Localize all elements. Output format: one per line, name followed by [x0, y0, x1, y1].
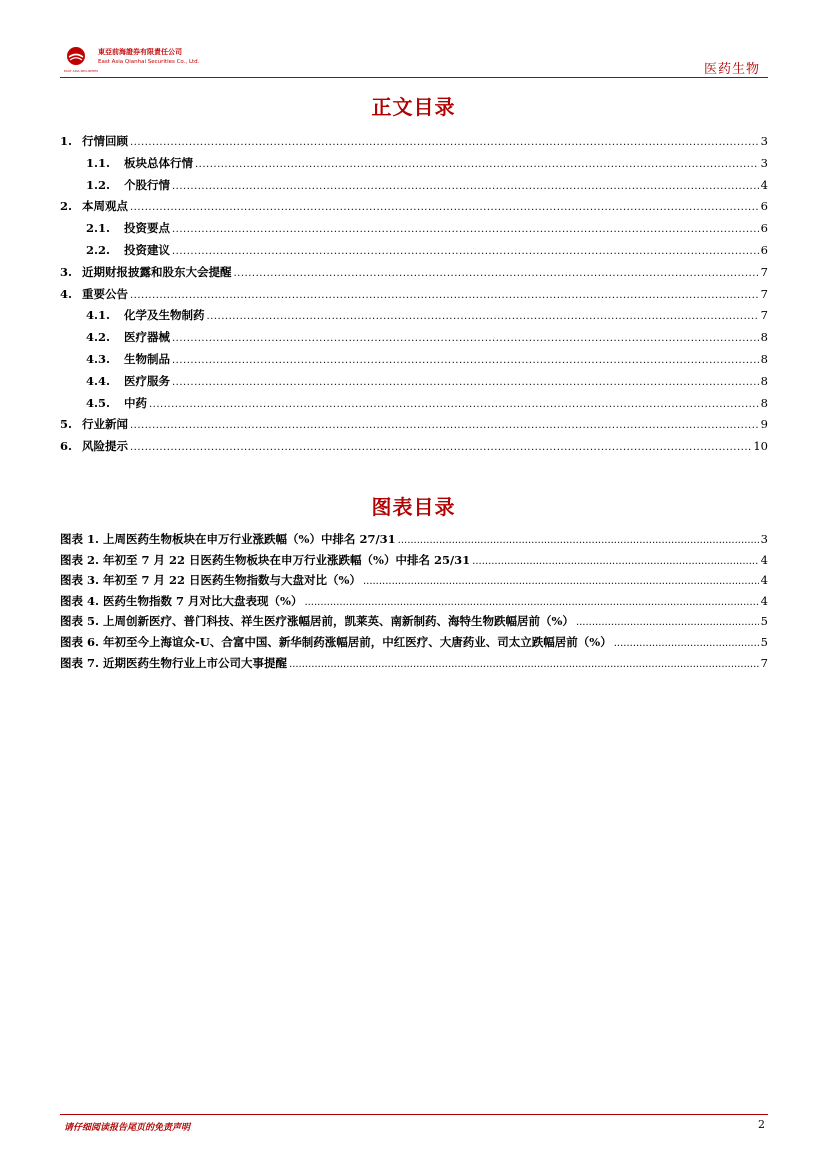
toc-entry-page: 6 — [760, 243, 768, 257]
dot-leader — [207, 311, 759, 322]
toc-entry[interactable] — [86, 395, 768, 415]
toc-entry[interactable] — [86, 155, 768, 175]
toc-entry-number: 5. — [60, 417, 73, 432]
toc-entry-number: 1.2. — [86, 177, 111, 192]
toc-entry-label: 行业新闻 — [82, 417, 128, 432]
dot-leader — [304, 597, 758, 608]
toc-entry-page: 3 — [760, 134, 768, 148]
logo-subtext: EAST ASIA SECURITIES — [64, 69, 99, 73]
figure-entry-label: 图表 5. 上周创新医疗、普门科技、祥生医疗涨幅居前，凯莱英、南新制药、海特生物跌幅居前（%） — [60, 614, 574, 629]
toc-entry-number: 2.1. — [86, 221, 111, 236]
toc-entry-number: 2.2. — [86, 243, 111, 257]
toc-entry-page: 6 — [760, 199, 768, 214]
toc-entry[interactable] — [60, 438, 768, 458]
toc-entry-page: 8 — [760, 373, 768, 388]
dot-leader — [172, 181, 759, 192]
dot-leader — [172, 377, 759, 388]
page-number: 2 — [758, 1118, 765, 1131]
toc-entry-label: 中药 — [124, 395, 147, 410]
disclaimer-text: 请仔细阅读报告尾页的免责声明 — [64, 1123, 191, 1133]
figure-entry-page: 3 — [760, 532, 768, 546]
figure-entry[interactable] — [60, 552, 768, 572]
toc-entry-number: 4.5. — [86, 395, 111, 410]
toc-entry-label: 化学及生物制药 — [124, 308, 205, 323]
toc-title: 正文目录 — [371, 95, 456, 119]
dot-leader — [172, 333, 759, 344]
dot-leader — [363, 576, 759, 587]
footer-divider — [60, 1114, 768, 1115]
figure-entry-page: 4 — [760, 573, 768, 588]
toc-entry-number: 2. — [60, 199, 73, 214]
dot-leader — [234, 268, 759, 279]
figure-entry[interactable] — [60, 572, 768, 592]
sector-label: 医药生物 — [703, 62, 760, 77]
figure-entry-page: 5 — [760, 635, 768, 649]
dot-leader — [472, 556, 759, 567]
figure-entry-label: 图表 2. 年初至 7 月 22 日医药生物板块在申万行业涨跌幅（%）中排名 25/31 — [60, 552, 471, 567]
figure-entry[interactable] — [60, 634, 768, 654]
toc-entry-page: 8 — [760, 352, 768, 366]
dot-leader — [289, 659, 759, 670]
toc-entry[interactable] — [60, 286, 768, 306]
toc-entry-page: 7 — [760, 308, 768, 323]
toc-entry-number: 4.2. — [86, 330, 111, 345]
toc-entry[interactable] — [86, 177, 768, 197]
toc-entry-label: 风险提示 — [82, 439, 128, 454]
toc-entry-number: 4.3. — [86, 352, 111, 366]
toc-entry[interactable] — [86, 242, 768, 262]
toc-entry-page: 8 — [760, 330, 768, 345]
dot-leader — [172, 224, 759, 235]
dot-leader — [398, 535, 759, 546]
figure-entry-page: 4 — [760, 593, 768, 608]
figure-entry-label: 图表 7. 近期医药生物行业上市公司大事提醒 — [60, 655, 288, 670]
toc-entry-page: 6 — [760, 221, 768, 236]
figure-entry-page: 4 — [760, 552, 768, 567]
toc-entry-page: 7 — [760, 286, 768, 301]
figure-entry-page: 5 — [760, 614, 768, 629]
toc-entry-number: 4.4. — [86, 373, 111, 388]
toc-entry-label: 近期财报披露和股东大会提醒 — [82, 264, 232, 279]
toc-entry-label: 本周观点 — [82, 199, 128, 214]
company-name-cn: 東亞前海證券有限責任公司 — [98, 48, 182, 56]
toc-entry-page: 10 — [753, 439, 768, 454]
toc-entry-page: 4 — [760, 177, 768, 192]
toc-entry[interactable] — [86, 351, 768, 371]
toc-entry-number: 1.1. — [86, 155, 111, 170]
dot-leader — [149, 399, 759, 410]
dot-leader — [195, 159, 759, 170]
toc-entry-number: 1. — [60, 134, 73, 148]
company-logo — [60, 46, 210, 74]
toc-entry[interactable] — [60, 416, 768, 436]
toc-entry[interactable] — [60, 133, 768, 153]
figure-entry-label: 图表 1. 上周医药生物板块在申万行业涨跌幅（%）中排名 27/31 — [60, 532, 396, 546]
toc-entry[interactable] — [86, 307, 768, 327]
toc-entry[interactable] — [86, 220, 768, 240]
dot-leader — [576, 617, 759, 628]
figure-entry[interactable] — [60, 531, 768, 551]
toc-entry-page: 3 — [760, 155, 768, 170]
toc-entry-page: 8 — [760, 395, 768, 410]
company-name-en: East Asia Qianhai Securities Co., Ltd. — [98, 59, 200, 65]
toc-entry-label: 板块总体行情 — [124, 155, 193, 170]
toc-entry-page: 7 — [760, 264, 768, 279]
figure-entry-label: 图表 6. 年初至今上海谊众-U、合富中国、新华制药涨幅居前，中红医疗、大唐药业、司太立跌幅居前（%） — [60, 635, 612, 649]
dot-leader — [130, 290, 759, 301]
dot-leader — [130, 137, 759, 148]
toc-entry-label: 投资建议 — [124, 243, 170, 257]
figure-entry[interactable] — [60, 613, 768, 633]
toc-entry-number: 3. — [60, 264, 73, 279]
dot-leader — [614, 638, 759, 649]
dot-leader — [172, 246, 759, 257]
dot-leader — [130, 420, 759, 431]
toc-entry-label: 重要公告 — [82, 286, 128, 301]
toc-entry-number: 6. — [60, 439, 73, 454]
toc-entry-page: 9 — [760, 417, 768, 432]
company-logo-icon — [66, 46, 86, 66]
dot-leader — [172, 355, 759, 366]
toc-entry-label: 投资要点 — [124, 221, 170, 236]
toc-entry-number: 4. — [60, 286, 73, 301]
figure-entry-label: 图表 3. 年初至 7 月 22 日医药生物指数与大盘对比（%） — [60, 573, 361, 588]
header-divider — [60, 77, 768, 78]
toc-entry[interactable] — [86, 373, 768, 393]
toc-entry-number: 4.1. — [86, 308, 111, 323]
toc-entry[interactable] — [60, 264, 768, 284]
toc-entry-label: 生物制品 — [124, 352, 170, 366]
toc-entry[interactable] — [86, 329, 768, 349]
toc-entry-label: 医疗服务 — [124, 373, 170, 388]
toc-entry-label: 个股行情 — [124, 177, 170, 192]
figure-entry[interactable] — [60, 655, 768, 675]
figure-entry-page: 7 — [760, 655, 768, 670]
dot-leader — [130, 202, 759, 213]
figure-list-title: 图表目录 — [371, 495, 456, 519]
toc-entry[interactable] — [60, 198, 768, 218]
toc-entry-label: 行情回顾 — [82, 134, 128, 148]
figure-entry-label: 图表 4. 医药生物指数 7 月对比大盘表现（%） — [60, 593, 303, 608]
page-header — [60, 42, 768, 78]
dot-leader — [130, 442, 751, 453]
toc-entry-label: 医疗器械 — [124, 330, 170, 345]
figure-entry[interactable] — [60, 593, 768, 613]
